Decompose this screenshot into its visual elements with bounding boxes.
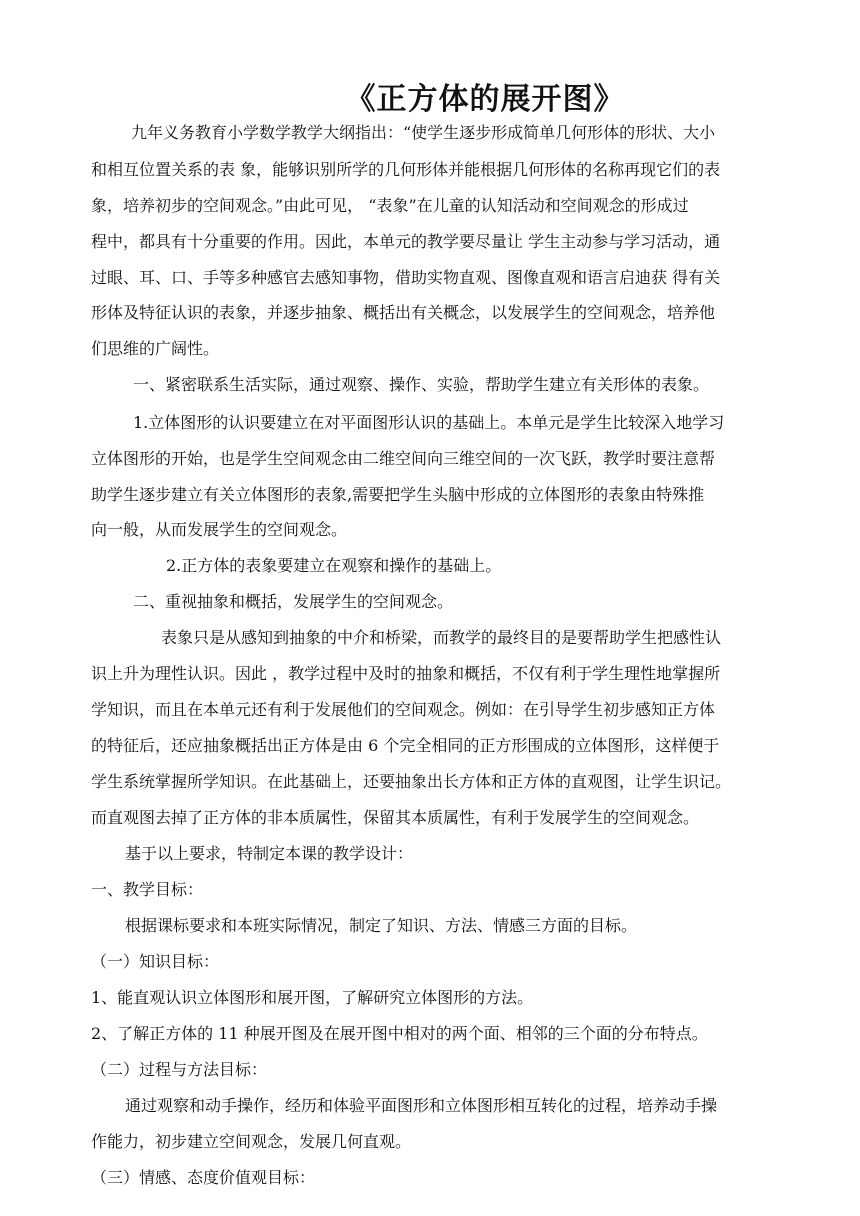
paragraph-line: 表象只是从感知到抽象的中介和桥梁，而教学的最终目的是要帮助学生把感性认 xyxy=(161,628,722,647)
paragraph-line: 们思维的广阔性。 xyxy=(91,339,220,358)
paragraph-line: 而直观图去掉了正方体的非本质属性，保留其本质属性，有利于发展学生的空间观念。 xyxy=(91,808,700,827)
paragraph-line: 2.正方体的表象要建立在观察和操作的基础上。 xyxy=(166,556,502,575)
paragraph-line: 程中，都具有十分重要的作用。因此，本单元的教学要尽量让 学生主动参与学习活动，通 xyxy=(91,232,721,251)
paragraph-line: 识上升为理性认识。因此 ，教学过程中及时的抽象和概括，不仅有利于学生理性地掌握所 xyxy=(91,664,721,683)
paragraph-line: 基于以上要求，特制定本课的教学设计： xyxy=(125,844,414,863)
document-title: 《正方体的展开图》 xyxy=(345,82,625,117)
subsection-heading: （三）情感、态度价值观目标： xyxy=(91,1168,316,1187)
list-item: 2、了解正方体的 11 种展开图及在展开图中相对的两个面、相邻的三个面的分布特点。 xyxy=(91,1024,708,1043)
paragraph-line: 作能力，初步建立空间观念，发展几何直观。 xyxy=(91,1132,412,1151)
paragraph-line: 象，培养初步的空间观念。”由此可见， “表象”在儿童的认知活动和空间观念的形成过 xyxy=(91,196,689,215)
subsection-heading: （一）知识目标： xyxy=(91,952,220,971)
section-heading: 二、重视抽象和概括，发展学生的空间观念。 xyxy=(133,592,454,611)
subsection-heading: （二）过程与方法目标： xyxy=(91,1060,268,1079)
paragraph-line: 根据课标要求和本班实际情况，制定了知识、方法、情感三方面的目标。 xyxy=(125,916,638,935)
paragraph-line: 助学生逐步建立有关立体图形的表象,需要把学生头脑中形成的立体图形的表象由特殊推 xyxy=(91,485,705,504)
section-heading: 一、紧密联系生活实际，通过观察、操作、实验，帮助学生建立有关形体的表象。 xyxy=(133,375,710,394)
section-heading: 一、教学目标： xyxy=(91,880,204,899)
paragraph-line: 形体及特征认识的表象，并逐步抽象、概括出有关概念，以发展学生的空间观念，培养他 xyxy=(91,303,716,322)
paragraph-line: 和相互位置关系的表 象，能够识别所学的几何形体并能根据几何形体的名称再现它们的表 xyxy=(91,160,721,179)
list-item: 1、能直观认识立体图形和展开图，了解研究立体图形的方法。 xyxy=(91,988,534,1007)
paragraph-line: 过眼、耳、口、手等多种感官去感知事物，借助实物直观、图像直观和语言启迪获 得有关 xyxy=(91,268,721,287)
paragraph-line: 的特征后，还应抽象概括出正方体是由 6 个完全相同的正方形围成的立体图形，这样便于 xyxy=(91,736,720,755)
paragraph-line: 通过观察和动手操作，经历和体验平面图形和立体图形相互转化的过程，培养动手操 xyxy=(125,1096,718,1115)
paragraph-line: 九年义务教育小学数学教学大纲指出：“使学生逐步形成简单几何形体的形状、大小 xyxy=(131,123,716,142)
paragraph-line: 学知识，而且在本单元还有利于发展他们的空间观念。例如：在引导学生初步感知正方体 xyxy=(91,700,716,719)
paragraph-line: 学生系统掌握所学知识。在此基础上，还要抽象出长方体和正方体的直观图，让学生识记。 xyxy=(91,772,732,791)
paragraph-line: 1.立体图形的认识要建立在对平面图形认识的基础上。本单元是学生比较深入地学习 xyxy=(133,413,725,432)
paragraph-line: 向一般，从而发展学生的空间观念。 xyxy=(91,520,348,539)
paragraph-line: 立体图形的开始，也是学生空间观念由二维空间向三维空间的一次飞跃，教学时要注意帮 xyxy=(91,449,716,468)
